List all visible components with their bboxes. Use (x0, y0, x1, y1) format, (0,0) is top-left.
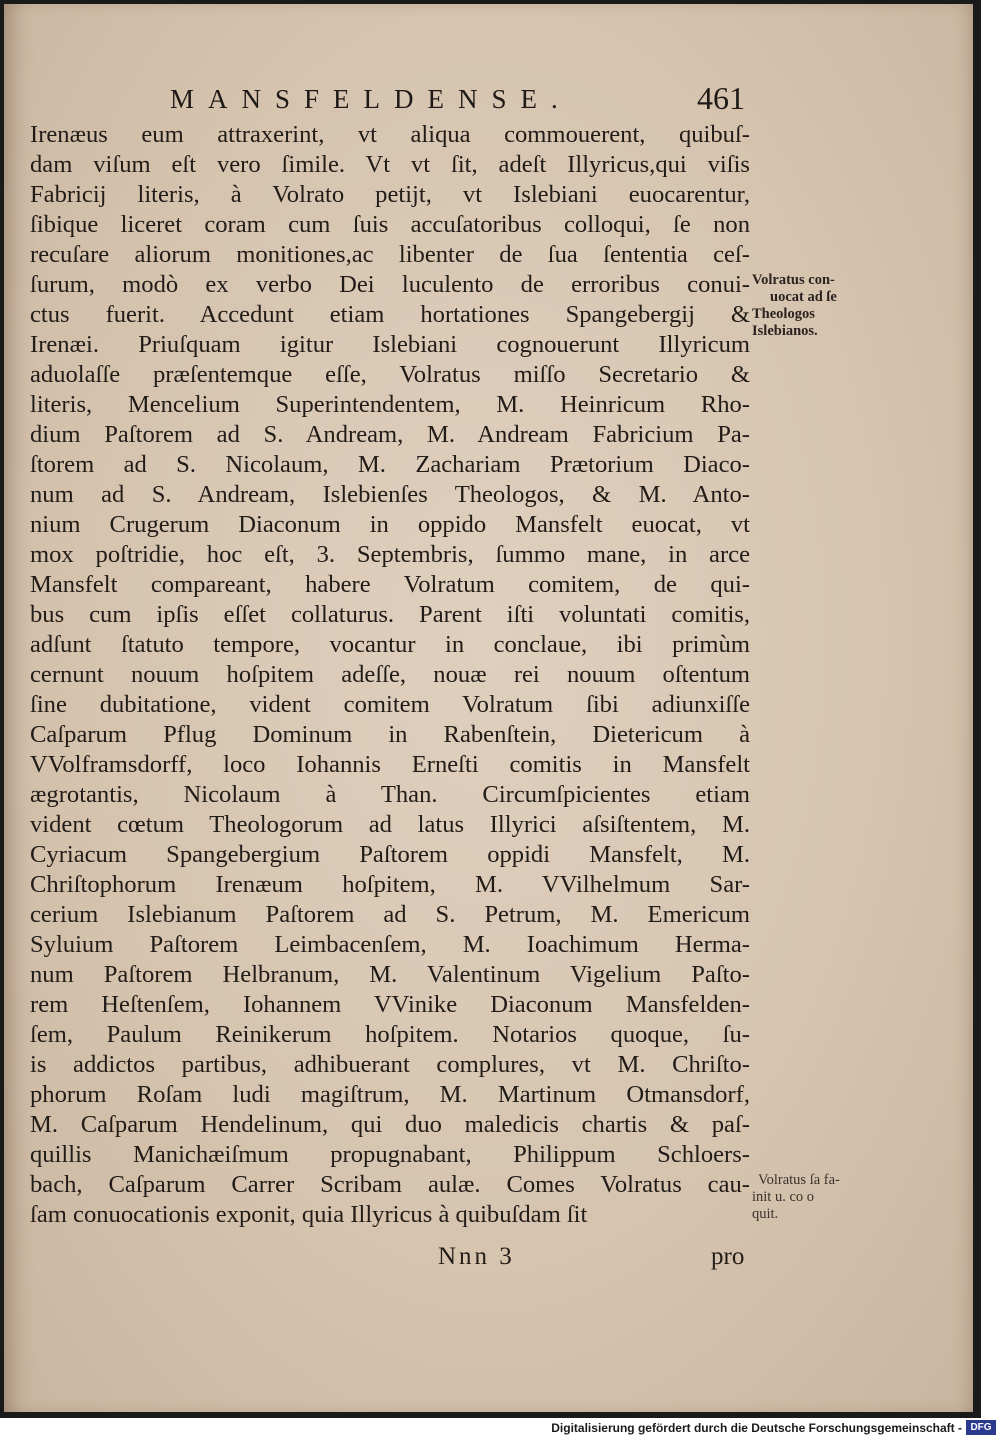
text-line: ſurum, modò ex verbo Dei luculento de erroribus conui- (30, 271, 750, 298)
signature-mark: Nnn 3 (438, 1243, 515, 1270)
marginal-line: Volratus ſa fa- (758, 1172, 840, 1188)
text-line: Cyriacum Spangebergium Paſtorem oppidi Mansfelt, M. (30, 841, 750, 868)
text-line: dam viſum eſt vero ſimile. Vt vt ſit, adeſt Illyricus,qui viſis (30, 151, 750, 178)
text-line: ctus fuerit. Accedunt etiam hortationes Spangebergij & (30, 301, 750, 328)
funding-notice: Digitalisierung gefördert durch die Deutsche Forschungsgemeinschaft - (551, 1421, 962, 1435)
body-text (30, 120, 750, 1230)
text-line: num ad S. Andream, Islebienſes Theologos, & M. Anto- (30, 481, 750, 508)
text-line: nium Crugerum Diaconum in oppido Mansfelt euocat, vt (30, 511, 750, 538)
text-line: ſibique liceret coram cum ſuis accuſatoribus colloqui, ſe non (30, 211, 750, 238)
text-line: Syluium Paſtorem Leimbacenſem, M. Ioachimum Herma- (30, 931, 750, 958)
text-line: aduolaſſe præſentemque eſſe, Volratus miſſo Secretario & (30, 361, 750, 388)
text-line: ſine dubitatione, vident comitem Volratum ſibi adiunxiſſe (30, 691, 750, 718)
text-line: Irenæi. Priuſquam igitur Islebiani cognouerunt Illyricum (30, 331, 750, 358)
text-line: M. Caſparum Hendelinum, qui duo maledicis chartis & paſ- (30, 1111, 750, 1138)
dfg-logo: DFG (966, 1420, 996, 1435)
text-line: bach, Caſparum Carrer Scribam aulæ. Comes Volratus cau- (30, 1171, 750, 1198)
text-line: mox poſtridie, hoc eſt, 3. Septembris, ſummo mane, in arce (30, 541, 750, 568)
marginal-line: Theologos (752, 306, 815, 322)
text-line: recuſare aliorum monitiones,ac libenter de ſua ſententia ceſ- (30, 241, 750, 268)
marginal-note-volratus-fatur (752, 1172, 882, 1223)
text-line: adſunt ſtatuto tempore, vocantur in conclaue, ibi primùm (30, 631, 750, 658)
text-line: dium Paſtorem ad S. Andream, M. Andream Fabricium Pa- (30, 421, 750, 448)
text-line: Fabricij literis, à Volrato petijt, vt Islebiani euocarentur, (30, 181, 750, 208)
text-line: vident cœtum Theologorum ad latus Illyrici aſsiſtentem, M. (30, 811, 750, 838)
text-line: Chriſtophorum Irenæum hoſpitem, M. VVilhelmum Sar- (30, 871, 750, 898)
marginal-line: Islebianos. (752, 323, 818, 339)
text-line: ſem, Paulum Reinikerum hoſpitem. Notarios quoque, ſu- (30, 1021, 750, 1048)
text-line: num Paſtorem Helbranum, M. Valentinum Vigelium Paſto- (30, 961, 750, 988)
text-line: cernunt nouum hoſpitem adeſſe, nouæ rei nouum oſtentum (30, 661, 750, 688)
catchword: pro (711, 1243, 745, 1270)
running-head: MANSFELDENSE. (170, 84, 572, 114)
marginal-note-volratus-convocat (752, 272, 882, 340)
text-line: rem Heſtenſem, Iohannem VVinike Diaconum Mansfelden- (30, 991, 750, 1018)
text-line: Irenæus eum attraxerint, vt aliqua commouerent, quibuſ- (30, 121, 750, 148)
text-line: ſtorem ad S. Nicolaum, M. Zachariam Prætorium Diaco- (30, 451, 750, 478)
marginal-line: Volratus con- (752, 272, 835, 288)
text-line: bus cum ipſis eſſet collaturus. Parent iſti voluntati comitis, (30, 601, 750, 628)
text-line: quillis Manichæiſmum propugnabant, Philippum Schloers- (30, 1141, 750, 1168)
marginal-line: init u. co o (752, 1189, 815, 1205)
text-line: phorum Roſam ludi magiſtrum, M. Martinum Otmansdorf, (30, 1081, 750, 1108)
text-line: Mansfelt compareant, habere Volratum comitem, de qui- (30, 571, 750, 598)
text-line: Caſparum Pflug Dominum in Rabenſtein, Dietericum à (30, 721, 750, 748)
text-line: cerium Islebianum Paſtorem ad S. Petrum, M. Emericum (30, 901, 750, 928)
marginal-line: uocat ad ſe (770, 289, 837, 305)
text-line: literis, Mencelium Superintendentem, M. Heinricum Rho- (30, 391, 750, 418)
text-line: ægrotantis, Nicolaum à Than. Circumſpicientes etiam (30, 781, 750, 808)
text-line: VVolframsdorff, loco Iohannis Erneſti comitis in Mansfelt (30, 751, 750, 778)
page-number: 461 (697, 80, 745, 116)
text-line: ſam conuocationis exponit, quia Illyricus à quibuſdam ſit (30, 1201, 588, 1228)
marginal-line: quit. (752, 1206, 779, 1222)
text-line: is addictos partibus, adhibuerant complures, vt M. Chriſto- (30, 1051, 750, 1078)
